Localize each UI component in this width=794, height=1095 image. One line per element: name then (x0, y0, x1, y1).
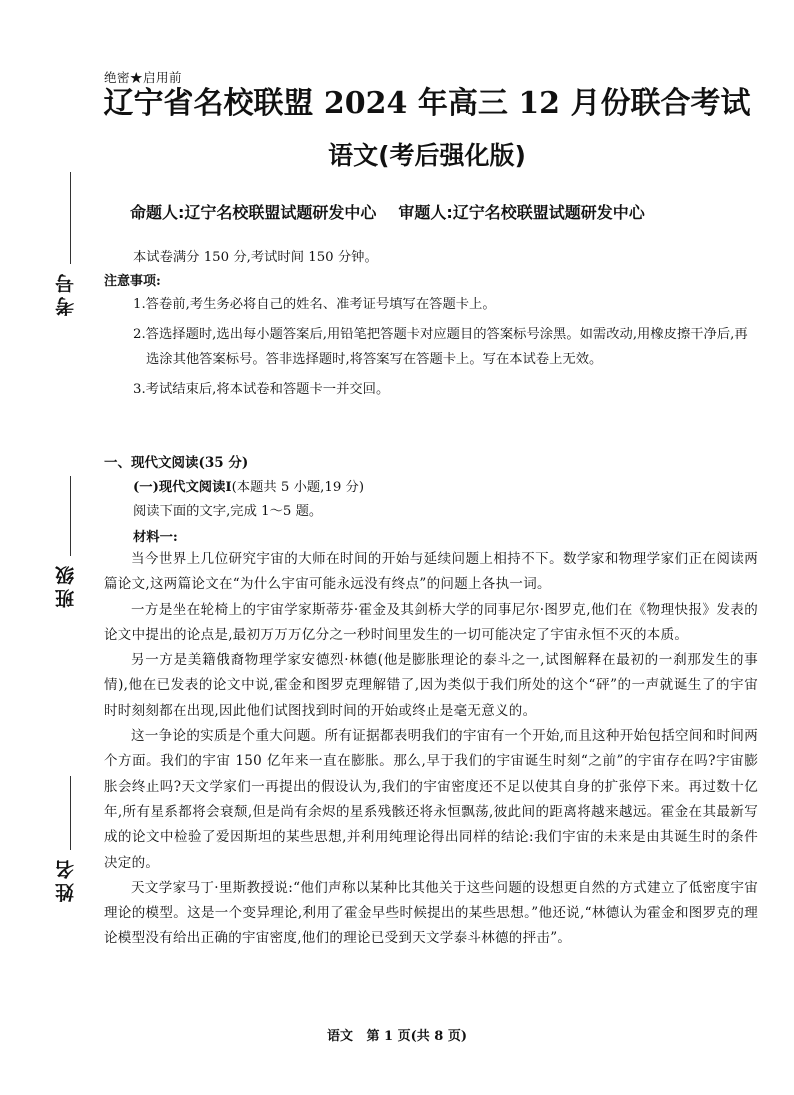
subject-title: 语文(考后强化版) (328, 141, 526, 170)
subsection-heading (133, 476, 364, 501)
name-label: 姓名 (55, 856, 77, 902)
notice-list (133, 293, 758, 408)
name-line (70, 776, 71, 850)
exam-number-field (52, 172, 92, 322)
authors-line (130, 200, 645, 223)
author-setter: 命题人:辽宁名校联盟试题研发中心 (130, 203, 377, 222)
subsection-note: (本题共 5 小题,19 分) (231, 480, 365, 495)
name-field (52, 776, 92, 906)
subsection-title: (一)现代文阅读Ⅰ (133, 480, 232, 495)
section-heading: 一、现代文阅读(35 分) (104, 455, 249, 471)
passage-paragraph: 一方是坐在轮椅上的宇宙学家斯蒂芬·霍金及其剑桥大学的同事尼尔·图罗克,他们在《物理快报》发表的论文中提出的论点是,最初万万万亿分之一秒时间里发生的一切可能决定了宇宙永恒不灭的本质。 (104, 601, 758, 643)
class-field (52, 476, 92, 610)
notice-item: 1.答卷前,考生务必将自己的姓名、准考证号填写在答题卡上。 (133, 297, 496, 312)
reading-passage (104, 547, 758, 952)
passage-paragraph: 当今世界上几位研究宇宙的大师在时间的开始与延续问题上相持不下。数学家和物理学家们正在阅读两篇论文,这两篇论文在“为什么宇宙可能永远没有终点”的问题上各执一词。 (104, 551, 758, 593)
notice-item: 2.答选择题时,选出每小题答案后,用铅笔把答题卡对应题目的答案标号涂黑。如需改动,用橡皮擦干净后,再选涂其他答案标号。答非选择题时,将答案写在答题卡上。写在本试卷上无效。 (133, 327, 748, 367)
score-time-note: 本试卷满分 150 分,考试时间 150 分钟。 (133, 250, 378, 265)
passage-paragraph: 这一争论的实质是个重大问题。所有证据都表明我们的宇宙有一个开始,而且这种开始包括空间和时间两个方面。我们的宇宙 150 亿年来一直在膨胀。那么,早于我们的宇宙诞生时刻“之前”的宇宙存在吗?宇宙膨胀会终止吗?天文学家们一再提出的假设认为,我们的宇宙密度还不足以使其自身的扩张停下来。再过数十亿年,所有星系都将会衰颓,但是尚有余烬的星系残骸还将永恒飘荡,彼此间的距离将越来越远。霍金在其最新写成的论文中检验了爱因斯坦的某些思想,并利用纯理论得出同样的结论:我们宇宙的未来是由其诞生时的条件决定的。 (104, 728, 758, 871)
reading-instruction: 阅读下面的文字,完成 1～5 题。 (133, 504, 323, 519)
page-footer: 语文 第 1 页(共 8 页) (326, 1029, 468, 1044)
passage-paragraph: 天文学家马丁·里斯教授说:“他们声称以某种比其他关于这些问题的设想更自然的方式建立了低密度宇宙理论的模型。这是一个变异理论,利用了霍金早些时候提出的某些思想。”他还说,“林德认为霍金和图罗克的理论模型没有给出正确的宇宙密度,他们的理论已受到天文学泰斗林德的抨击”。 (104, 879, 758, 947)
passage-paragraph: 另一方是美籍俄裔物理学家安德烈·林德(他是膨胀理论的泰斗之一,试图解释在最初的一刹那发生的事情),他在已发表的论文中说,霍金和图罗克理解错了,因为类似于我们所处的这个“砰”的一声就诞生了的宇宙时时刻刻都在出现,因此他们试图找到时间的开始或终止是毫无意义的。 (104, 652, 758, 719)
notice-item: 3.考试结束后,将本试卷和答题卡一并交回。 (133, 381, 390, 397)
exam-number-label: 考号 (55, 270, 77, 316)
confidential-mark: 绝密★启用前 (104, 70, 183, 85)
material-label: 材料一: (133, 530, 178, 545)
class-label: 班级 (55, 562, 77, 608)
exam-number-line (70, 172, 71, 264)
class-line (70, 476, 71, 556)
notice-heading: 注意事项: (104, 274, 161, 289)
author-reviewer: 审题人:辽宁名校联盟试题研发中心 (398, 203, 645, 222)
exam-title: 辽宁省名校联盟 2024 年高三 12 月份联合考试 (103, 86, 751, 121)
